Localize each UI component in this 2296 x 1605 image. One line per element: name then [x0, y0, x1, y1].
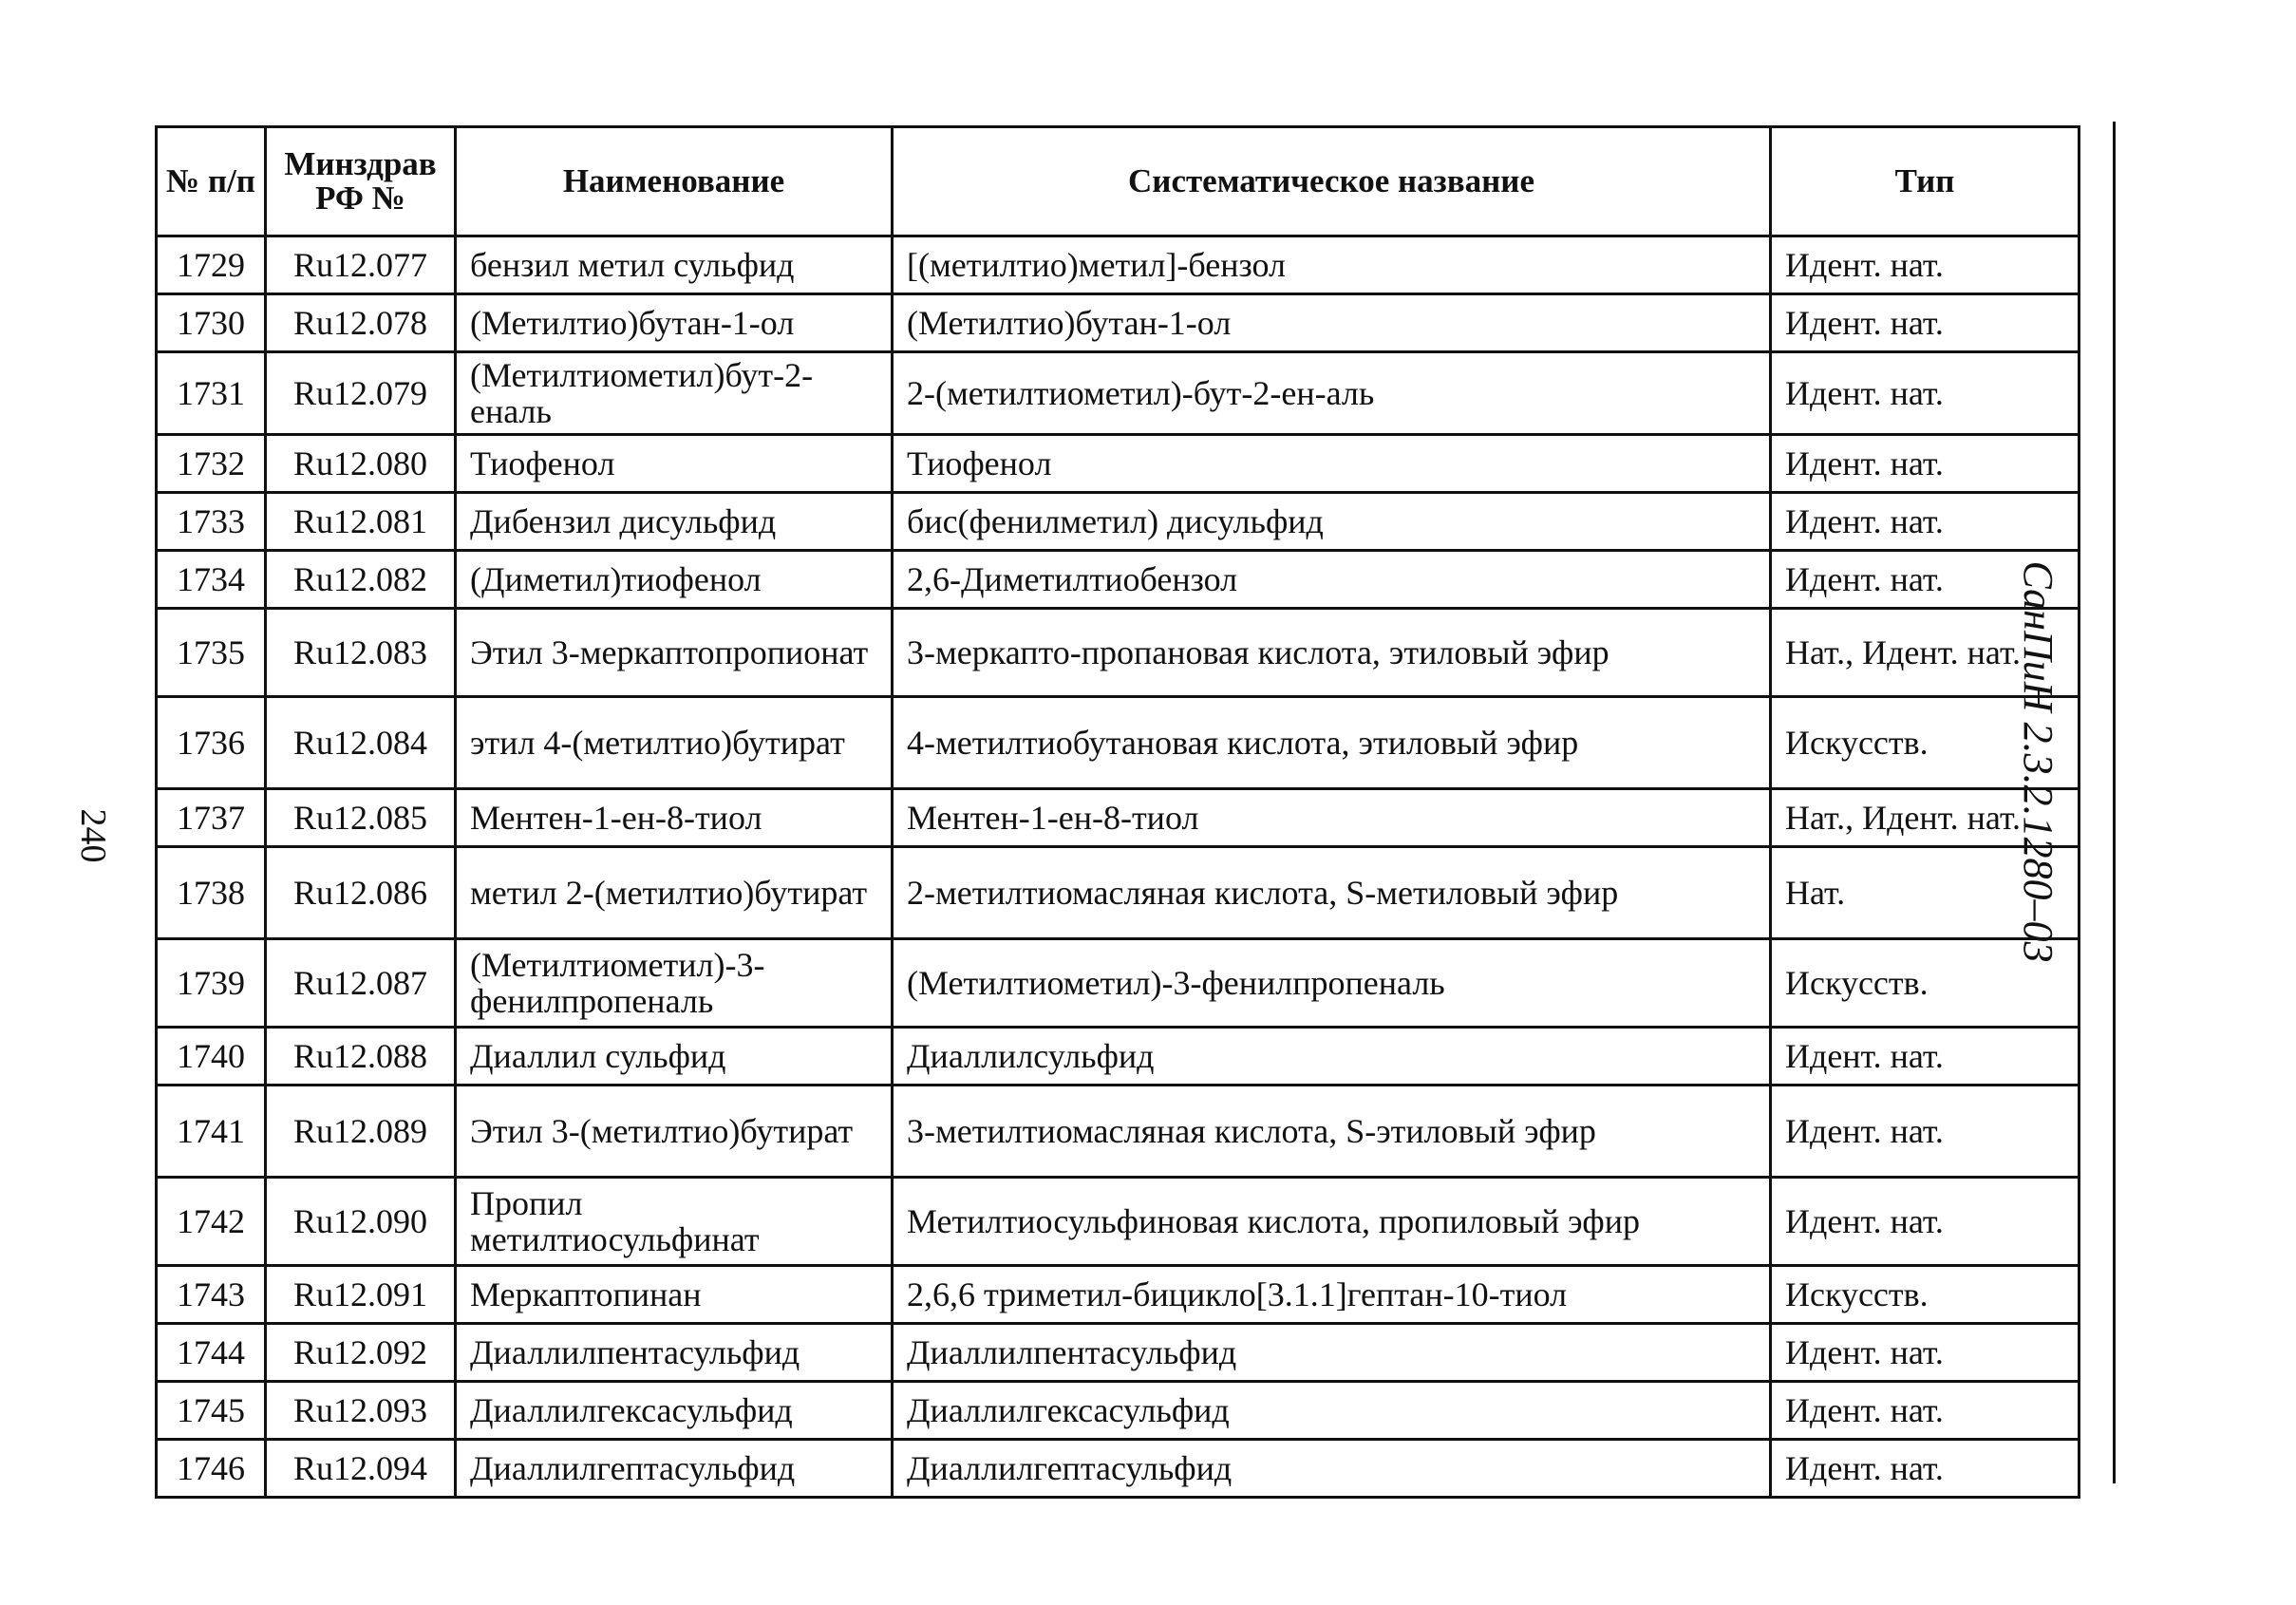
cell-code: Ru12.079: [266, 352, 456, 435]
cell-type: Идент. нат.: [1771, 1382, 2080, 1440]
cell-code: Ru12.094: [266, 1440, 456, 1498]
cell-systematic-name: Диаллилсульфид: [893, 1028, 1771, 1086]
cell-num: 1732: [157, 435, 266, 493]
cell-systematic-name: Диаллилпентасульфид: [893, 1324, 1771, 1382]
header-name: Наименование: [456, 127, 893, 236]
table-row: [157, 294, 2080, 352]
cell-type: Нат., Идент. нат.: [1771, 609, 2080, 697]
table-row: [157, 789, 2080, 847]
cell-code: Ru12.088: [266, 1028, 456, 1086]
cell-code: Ru12.078: [266, 294, 456, 352]
cell-num: 1730: [157, 294, 266, 352]
cell-num: 1731: [157, 352, 266, 435]
cell-type: Искусств.: [1771, 939, 2080, 1028]
table-row: [157, 609, 2080, 697]
table-row: [157, 1028, 2080, 1086]
cell-code: Ru12.087: [266, 939, 456, 1028]
cell-type: Идент. нат.: [1771, 551, 2080, 609]
cell-name: (Диметил)тиофенол: [456, 551, 893, 609]
side-rule: [2113, 122, 2116, 1483]
page-number: 240: [73, 808, 113, 863]
cell-code: Ru12.080: [266, 435, 456, 493]
cell-type: Идент. нат.: [1771, 1028, 2080, 1086]
cell-systematic-name: 3-меркапто-пропановая кислота, этиловый эфир: [893, 609, 1771, 697]
cell-name: Этил 3-(метилтио)бутират: [456, 1086, 893, 1178]
cell-name: (Метилтиометил)бут-2-еналь: [456, 352, 893, 435]
cell-type: Идент. нат.: [1771, 1178, 2080, 1266]
table-row: [157, 352, 2080, 435]
cell-code: Ru12.089: [266, 1086, 456, 1178]
cell-systematic-name: 2,6-Диметилтиобензол: [893, 551, 1771, 609]
cell-code: Ru12.077: [266, 236, 456, 294]
cell-type: Идент. нат.: [1771, 236, 2080, 294]
table-row: [157, 1382, 2080, 1440]
cell-systematic-name: Тиофенол: [893, 435, 1771, 493]
cell-name: (Метилтиометил)-3-фенилпропеналь: [456, 939, 893, 1028]
cell-systematic-name: Диаллилгексасульфид: [893, 1382, 1771, 1440]
cell-name: Меркаптопинан: [456, 1266, 893, 1324]
cell-num: 1740: [157, 1028, 266, 1086]
cell-type: Нат., Идент. нат.: [1771, 789, 2080, 847]
cell-num: 1729: [157, 236, 266, 294]
cell-systematic-name: (Метилтиометил)-3-фенилпропеналь: [893, 939, 1771, 1028]
cell-code: Ru12.082: [266, 551, 456, 609]
cell-code: Ru12.086: [266, 847, 456, 939]
cell-num: 1736: [157, 697, 266, 789]
cell-name: Диаллилпентасульфид: [456, 1324, 893, 1382]
cell-type: Идент. нат.: [1771, 435, 2080, 493]
cell-systematic-name: 2-(метилтиометил)-бут-2-ен-аль: [893, 352, 1771, 435]
cell-num: 1742: [157, 1178, 266, 1266]
cell-name: Этил 3-меркаптопропионат: [456, 609, 893, 697]
cell-num: 1745: [157, 1382, 266, 1440]
table-header-row: [157, 127, 2080, 236]
cell-systematic-name: 2-метилтиомасляная кислота, S-метиловый эфир: [893, 847, 1771, 939]
cell-num: 1746: [157, 1440, 266, 1498]
cell-type: Идент. нат.: [1771, 1440, 2080, 1498]
cell-type: Идент. нат.: [1771, 1324, 2080, 1382]
cell-systematic-name: Диаллилгептасульфид: [893, 1440, 1771, 1498]
substances-table: [155, 125, 2080, 1499]
cell-name: Дибензил дисульфид: [456, 493, 893, 551]
cell-type: Нат.: [1771, 847, 2080, 939]
cell-name: Тиофенол: [456, 435, 893, 493]
cell-type: Искусств.: [1771, 697, 2080, 789]
cell-name: этил 4-(метилтио)бутират: [456, 697, 893, 789]
cell-systematic-name: Ментен-1-ен-8-тиол: [893, 789, 1771, 847]
cell-code: Ru12.092: [266, 1324, 456, 1382]
table-container: [155, 125, 2078, 1499]
cell-type: Идент. нат.: [1771, 493, 2080, 551]
cell-num: 1735: [157, 609, 266, 697]
cell-num: 1738: [157, 847, 266, 939]
cell-num: 1744: [157, 1324, 266, 1382]
cell-type: Идент. нат.: [1771, 294, 2080, 352]
header-systematic-name: Систематическое название: [893, 127, 1771, 236]
cell-num: 1737: [157, 789, 266, 847]
cell-systematic-name: бис(фенилметил) дисульфид: [893, 493, 1771, 551]
table-row: [157, 939, 2080, 1028]
cell-num: 1743: [157, 1266, 266, 1324]
cell-type: Искусств.: [1771, 1266, 2080, 1324]
cell-num: 1734: [157, 551, 266, 609]
cell-code: Ru12.090: [266, 1178, 456, 1266]
table-row: [157, 847, 2080, 939]
table-row: [157, 493, 2080, 551]
table-row: [157, 1324, 2080, 1382]
cell-systematic-name: 2,6,6 триметил-бицикло[3.1.1]гептан-10-тиол: [893, 1266, 1771, 1324]
cell-name: метил 2-(метилтио)бутират: [456, 847, 893, 939]
table-row: [157, 435, 2080, 493]
cell-name: (Метилтио)бутан-1-ол: [456, 294, 893, 352]
table-row: [157, 1440, 2080, 1498]
header-type: Тип: [1771, 127, 2080, 236]
header-minzdrav: Минздрав РФ №: [266, 127, 456, 236]
cell-name: Пропил метилтиосульфинат: [456, 1178, 893, 1266]
table-row: [157, 1266, 2080, 1324]
cell-name: Ментен-1-ен-8-тиол: [456, 789, 893, 847]
cell-name: Диаллилгексасульфид: [456, 1382, 893, 1440]
document-code: СанПиН 2.3.2.1280–03: [2015, 560, 2061, 963]
cell-name: бензил метил сульфид: [456, 236, 893, 294]
cell-systematic-name: (Метилтио)бутан-1-ол: [893, 294, 1771, 352]
cell-type: Идент. нат.: [1771, 352, 2080, 435]
table-row: [157, 1178, 2080, 1266]
cell-name: Диаллилгептасульфид: [456, 1440, 893, 1498]
cell-name: Диаллил сульфид: [456, 1028, 893, 1086]
cell-code: Ru12.085: [266, 789, 456, 847]
cell-num: 1733: [157, 493, 266, 551]
table-row: [157, 551, 2080, 609]
cell-type: Идент. нат.: [1771, 1086, 2080, 1178]
cell-code: Ru12.083: [266, 609, 456, 697]
cell-code: Ru12.091: [266, 1266, 456, 1324]
cell-num: 1739: [157, 939, 266, 1028]
cell-code: Ru12.093: [266, 1382, 456, 1440]
cell-num: 1741: [157, 1086, 266, 1178]
header-num: № п/п: [157, 127, 266, 236]
table-row: [157, 1086, 2080, 1178]
table-row: [157, 697, 2080, 789]
cell-systematic-name: 3-метилтиомасляная кислота, S-этиловый эфир: [893, 1086, 1771, 1178]
cell-systematic-name: Метилтиосульфиновая кислота, пропиловый эфир: [893, 1178, 1771, 1266]
cell-code: Ru12.081: [266, 493, 456, 551]
table-row: [157, 236, 2080, 294]
cell-systematic-name: [(метилтио)метил]-бензол: [893, 236, 1771, 294]
cell-systematic-name: 4-метилтиобутановая кислота, этиловый эфир: [893, 697, 1771, 789]
cell-code: Ru12.084: [266, 697, 456, 789]
